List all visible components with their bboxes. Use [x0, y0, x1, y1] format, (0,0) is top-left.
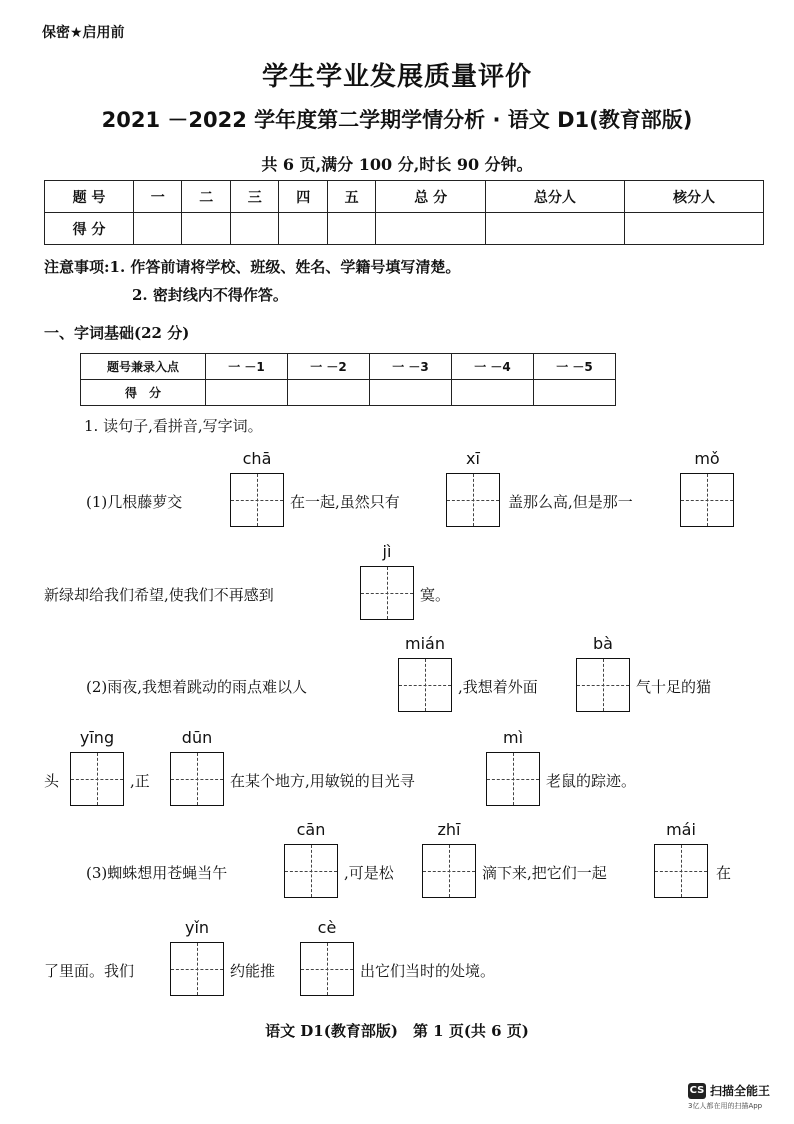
table-row	[45, 213, 764, 245]
score-cell	[327, 213, 375, 245]
section-score-table	[80, 353, 616, 406]
answer-box[interactable]	[422, 844, 476, 898]
answer-box[interactable]	[576, 658, 630, 712]
confidential-label: 保密★启用前	[42, 25, 125, 41]
table-cell: 题号兼录入点	[81, 354, 206, 380]
pinyin-label: mián	[405, 634, 445, 653]
table-cell: 一 －5	[534, 354, 616, 380]
score-cell	[485, 213, 624, 245]
table-cell: 五	[327, 181, 375, 213]
scanner-logo-icon: CS	[688, 1083, 706, 1099]
table-row	[81, 354, 616, 380]
sentence-text: (3)蜘蛛想用苍蝇当午	[86, 864, 228, 882]
answer-box[interactable]	[230, 473, 284, 527]
question-1-instruction: 1. 读句子,看拼音,写字词。	[84, 417, 263, 435]
answer-box[interactable]	[654, 844, 708, 898]
sentence-text: 新绿却给我们希望,使我们不再感到	[44, 586, 274, 604]
table-cell: 题 号	[45, 181, 134, 213]
notice-line-1: 注意事项:1. 作答前请将学校、班级、姓名、学籍号填写清楚。	[44, 258, 461, 276]
sentence-text: 了里面。我们	[44, 962, 135, 980]
score-table	[44, 180, 764, 245]
score-cell	[624, 213, 763, 245]
table-row	[45, 181, 764, 213]
page-subtitle: 2021 －2022 学年度第二学期学情分析 · 语文 D1(教育部版)	[101, 108, 693, 132]
answer-box[interactable]	[680, 473, 734, 527]
sentence-text: ,我想着外面	[458, 678, 538, 696]
score-cell	[206, 380, 288, 406]
sentence-text: 盖那么高,但是那一	[508, 493, 633, 511]
table-cell: 一 －4	[452, 354, 534, 380]
pinyin-label: yīng	[79, 728, 115, 747]
table-row	[81, 380, 616, 406]
table-cell: 一 －3	[370, 354, 452, 380]
answer-box[interactable]	[284, 844, 338, 898]
pinyin-label: zhī	[437, 820, 461, 839]
answer-box[interactable]	[170, 752, 224, 806]
sentence-text: 在某个地方,用敏锐的目光寻	[230, 772, 415, 790]
sentence-text: 出它们当时的处境。	[360, 962, 496, 980]
score-cell	[376, 213, 486, 245]
answer-box[interactable]	[446, 473, 500, 527]
page-footer: 语文 D1(教育部版) 第 1 页(共 6 页)	[265, 1022, 529, 1040]
answer-box[interactable]	[398, 658, 452, 712]
sentence-text: (1)几根藤萝交	[86, 493, 183, 511]
exam-info: 共 6 页,满分 100 分,时长 90 分钟。	[261, 155, 533, 174]
pinyin-label: cè	[317, 918, 337, 937]
table-cell: 一	[134, 181, 182, 213]
pinyin-label: yǐn	[184, 918, 210, 937]
pinyin-label: mái	[666, 820, 696, 839]
table-cell: 得 分	[45, 213, 134, 245]
section-title: 一、字词基础(22 分)	[44, 324, 190, 342]
pinyin-label: dūn	[181, 728, 213, 747]
score-cell	[182, 213, 230, 245]
answer-box[interactable]	[170, 942, 224, 996]
table-cell: 三	[230, 181, 278, 213]
table-cell: 总分人	[485, 181, 624, 213]
sentence-text: 老鼠的踪迹。	[546, 772, 637, 790]
score-cell	[134, 213, 182, 245]
answer-box[interactable]	[360, 566, 414, 620]
table-cell: 二	[182, 181, 230, 213]
sentence-text: 气十足的猫	[636, 678, 712, 696]
sentence-text: 约能推	[230, 962, 276, 980]
scanner-name: 扫描全能王	[710, 1084, 771, 1098]
sentence-text: 在	[716, 864, 732, 882]
score-cell	[534, 380, 616, 406]
pinyin-label: xī	[466, 449, 480, 468]
pinyin-label: cān	[296, 820, 326, 839]
sentence-text: 寞。	[420, 586, 451, 604]
sentence-text: ,可是松	[344, 864, 394, 882]
score-cell	[279, 213, 327, 245]
table-cell: 总 分	[376, 181, 486, 213]
scanner-watermark	[688, 1080, 770, 1111]
table-cell: 得 分	[81, 380, 206, 406]
answer-box[interactable]	[486, 752, 540, 806]
table-cell: 核分人	[624, 181, 763, 213]
pinyin-label: jì	[382, 542, 392, 561]
answer-box[interactable]	[300, 942, 354, 996]
pinyin-label: bà	[593, 634, 613, 653]
scanner-tagline: 3亿人都在用的扫描App	[688, 1102, 763, 1110]
sentence-text: 滴下来,把它们一起	[482, 864, 607, 882]
sentence-text: ,正	[130, 772, 150, 790]
notice-line-2: 2. 密封线内不得作答。	[132, 286, 288, 304]
score-cell	[452, 380, 534, 406]
score-cell	[370, 380, 452, 406]
sentence-text: (2)雨夜,我想着跳动的雨点难以人	[86, 678, 308, 696]
table-cell: 四	[279, 181, 327, 213]
table-cell: 一 －2	[288, 354, 370, 380]
score-cell	[288, 380, 370, 406]
sentence-text: 头	[44, 772, 60, 790]
pinyin-label: mì	[502, 728, 524, 747]
score-cell	[230, 213, 278, 245]
page-title: 学生学业发展质量评价	[261, 62, 532, 92]
answer-box[interactable]	[70, 752, 124, 806]
pinyin-label: mǒ	[694, 449, 720, 468]
table-cell: 一 －1	[206, 354, 288, 380]
sentence-text: 在一起,虽然只有	[290, 493, 400, 511]
pinyin-label: chā	[242, 449, 272, 468]
